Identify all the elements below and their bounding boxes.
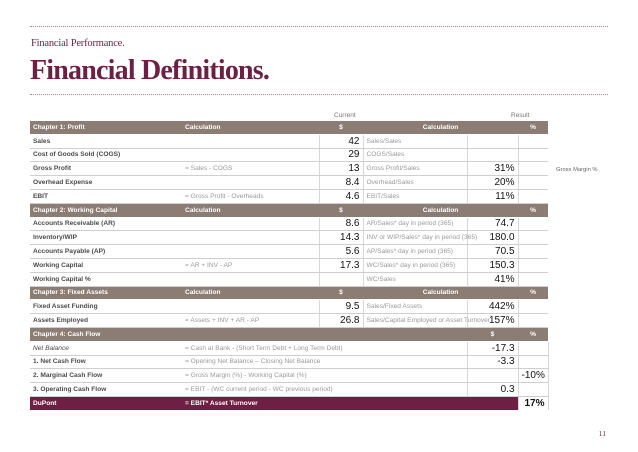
row-label: DuPont	[30, 396, 182, 409]
pct-header: %	[518, 121, 548, 134]
row-spacer	[518, 245, 548, 259]
table-row	[30, 176, 548, 190]
row-value	[467, 369, 518, 383]
row-label: Overhead Expense	[30, 176, 182, 190]
row-result	[467, 148, 518, 162]
row-result: 150.3	[467, 258, 518, 272]
row-calc	[182, 148, 319, 162]
page-title: Financial Definitions.	[30, 55, 270, 86]
row-result: 17%	[518, 396, 548, 409]
pct-header: %	[518, 286, 548, 300]
row-result: 157%	[467, 314, 518, 328]
row-result: 31%	[467, 162, 518, 176]
calc2-header: Calculation	[363, 203, 518, 217]
row-value: 17.3	[319, 258, 363, 272]
row-label: Fixed Asset Funding	[30, 300, 182, 314]
row-calc2: AR/Sales* day in period (365)	[363, 217, 467, 231]
row-value: 4.6	[319, 189, 363, 203]
row-calc2: EBIT/Sales	[363, 189, 467, 203]
row-value: 13	[319, 162, 363, 176]
table-row	[30, 162, 548, 176]
row-spacer	[518, 148, 548, 162]
row-spacer	[518, 217, 548, 231]
row-calc: = EBIT* Asset Turnover	[182, 396, 518, 409]
row-label: 2. Marginal Cash Flow	[30, 369, 182, 383]
row-calc	[182, 300, 319, 314]
row-label: Sales	[30, 134, 182, 148]
row-label: 1. Net Cash Flow	[30, 355, 182, 369]
row-result: 41%	[467, 272, 518, 286]
row-label: Inventory/WIP	[30, 231, 182, 245]
calc-header: Calculation	[182, 203, 319, 217]
calc2-header: Calculation	[363, 286, 518, 300]
table-row	[30, 341, 548, 355]
row-result: 442%	[467, 300, 518, 314]
top-divider	[30, 26, 608, 27]
row-spacer	[518, 231, 548, 245]
row-calc: = Gross Margin (%) - Working Capital (%)	[182, 369, 467, 383]
row-value: -17.3	[467, 341, 518, 355]
row-label: EBIT	[30, 189, 182, 203]
row-value: 42	[319, 134, 363, 148]
row-result	[467, 134, 518, 148]
row-label: Assets Employed	[30, 314, 182, 328]
dupont-row	[30, 396, 548, 409]
row-value: 26.8	[319, 314, 363, 328]
row-spacer	[518, 176, 548, 190]
row-result	[518, 341, 548, 355]
row-result	[518, 355, 548, 369]
section-kicker: Financial Performance.	[31, 38, 125, 49]
row-label: Working Capital %	[30, 272, 182, 286]
row-result: -10%	[518, 369, 548, 383]
table-row	[30, 217, 548, 231]
row-value: 8.4	[319, 176, 363, 190]
row-label: Accounts Receivable (AR)	[30, 217, 182, 231]
row-spacer	[518, 258, 548, 272]
row-calc	[182, 176, 319, 190]
row-value: 29	[319, 148, 363, 162]
row-calc2: Sales/Sales	[363, 134, 467, 148]
chapter-title: Chapter 1: Profit	[30, 121, 182, 134]
table-row	[30, 258, 548, 272]
row-value: -3.3	[467, 355, 518, 369]
row-calc2: Overhead/Sales	[363, 176, 467, 190]
row-calc2: AP/Sales* day in period (365)	[363, 245, 467, 259]
unit-header: $	[319, 121, 363, 134]
row-spacer	[518, 162, 548, 176]
row-spacer	[518, 272, 548, 286]
row-value: 0.3	[467, 383, 518, 397]
row-result: 11%	[467, 189, 518, 203]
chapter-header-working-capital	[30, 203, 548, 217]
row-calc	[182, 134, 319, 148]
row-result: 180.0	[467, 231, 518, 245]
table-row	[30, 134, 548, 148]
row-label: Working Capital	[30, 258, 182, 272]
row-calc: = EBIT - (WC current period - WC previous period)	[182, 383, 467, 397]
table-row	[30, 369, 548, 383]
row-calc	[182, 245, 319, 259]
row-label: Accounts Payable (AP)	[30, 245, 182, 259]
row-spacer	[518, 134, 548, 148]
table-row	[30, 383, 548, 397]
row-value: 14.3	[319, 231, 363, 245]
table-row	[30, 314, 548, 328]
table-row	[30, 189, 548, 203]
row-spacer	[518, 314, 548, 328]
financial-definitions-table	[30, 121, 549, 410]
row-calc2: WC/Sales* day in period (365)	[363, 258, 467, 272]
row-label: Gross Profit	[30, 162, 182, 176]
row-calc	[182, 231, 319, 245]
title-divider	[30, 94, 608, 95]
calc-header: Calculation	[182, 121, 319, 134]
table-row	[30, 355, 548, 369]
calc-header: Calculation	[182, 286, 319, 300]
table-row	[30, 148, 548, 162]
row-label: 3. Operating Cash Flow	[30, 383, 182, 397]
row-calc2: Sales/Fixed Assets	[363, 300, 467, 314]
row-label: Cost of Goods Sold (COGS)	[30, 148, 182, 162]
row-value: 8.6	[319, 217, 363, 231]
row-spacer	[518, 300, 548, 314]
chapter-title: Chapter 3: Fixed Assets	[30, 286, 182, 300]
current-column-header: Current	[334, 112, 356, 119]
pct-header: %	[518, 203, 548, 217]
table-row	[30, 245, 548, 259]
row-result: 70.5	[467, 245, 518, 259]
gross-margin-note: Gross Margin %	[556, 167, 598, 173]
chapter-title: Chapter 2: Working Capital	[30, 203, 182, 217]
row-spacer	[518, 189, 548, 203]
table-row	[30, 300, 548, 314]
row-value: 5.6	[319, 245, 363, 259]
row-value: 9.5	[319, 300, 363, 314]
row-calc: = Cash at Bank - (Short Term Debt + Long Term Debt)	[182, 341, 467, 355]
chapter-header-profit	[30, 121, 548, 134]
row-value	[319, 272, 363, 286]
row-calc: = Assets + INV + AR - AP	[182, 314, 319, 328]
page-number: 11	[598, 429, 606, 438]
row-calc2: WC/Sales	[363, 272, 467, 286]
row-result: 20%	[467, 176, 518, 190]
table-row	[30, 231, 548, 245]
unit-header: $	[467, 327, 518, 341]
unit-header: $	[319, 286, 363, 300]
row-calc	[182, 272, 319, 286]
row-calc: = Gross Profit - Overheads	[182, 189, 319, 203]
row-calc2: Gross Profit/Sales	[363, 162, 467, 176]
row-calc: = Sales - COGS	[182, 162, 319, 176]
row-calc2: INV or WIP/Sales* day in period (365)	[363, 231, 467, 245]
table-row	[30, 272, 548, 286]
row-calc	[182, 217, 319, 231]
row-result	[518, 383, 548, 397]
row-calc: = Opening Net Balance – Closing Net Balance	[182, 355, 467, 369]
row-result: 74.7	[467, 217, 518, 231]
row-calc: = AR + INV - AP	[182, 258, 319, 272]
row-label: Net Balance	[30, 341, 182, 355]
calc2-header: Calculation	[363, 121, 518, 134]
row-calc2: COGS/Sales	[363, 148, 467, 162]
chapter-title: Chapter 4: Cash Flow	[30, 327, 467, 341]
unit-header: $	[319, 203, 363, 217]
result-column-header: Result	[511, 112, 530, 119]
chapter-header-cash-flow	[30, 327, 548, 341]
chapter-header-fixed-assets	[30, 286, 548, 300]
row-calc2: Sales/Capital Employed or Asset Turnover	[363, 314, 467, 328]
pct-header: %	[518, 327, 548, 341]
